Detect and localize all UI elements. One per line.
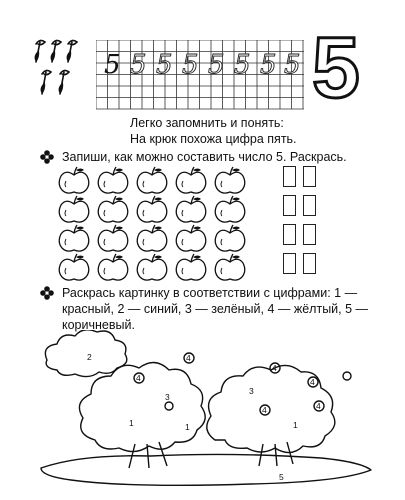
trace-digit-5: 5 bbox=[284, 50, 301, 80]
label-flower: 4 bbox=[316, 401, 321, 411]
apple[interactable] bbox=[215, 225, 245, 251]
apple[interactable] bbox=[176, 167, 206, 193]
apple[interactable] bbox=[215, 254, 245, 280]
apple[interactable] bbox=[137, 254, 167, 280]
rhyme-line-2: На крюк похожа цифра пять. bbox=[130, 132, 297, 146]
answer-cell[interactable] bbox=[303, 195, 316, 216]
apple[interactable] bbox=[137, 225, 167, 251]
answer-cell[interactable] bbox=[283, 253, 296, 274]
apple[interactable] bbox=[176, 254, 206, 280]
apple[interactable] bbox=[215, 167, 245, 193]
label-apple: 1 bbox=[129, 418, 134, 428]
label-apple: 1 bbox=[293, 420, 298, 430]
trace-digit-5: 5 bbox=[208, 50, 225, 80]
ground-shape bbox=[41, 454, 371, 485]
flower-bullet-icon bbox=[40, 286, 54, 300]
apple[interactable] bbox=[59, 254, 89, 280]
hook-doodles bbox=[30, 36, 90, 106]
label-flower: 4 bbox=[310, 377, 315, 387]
label-apple: 1 bbox=[185, 422, 190, 432]
label-flower: 4 bbox=[262, 405, 267, 415]
answer-cell[interactable] bbox=[283, 224, 296, 245]
label-cloud: 2 bbox=[87, 352, 92, 362]
label-bush: 3 bbox=[249, 386, 254, 396]
answer-cell[interactable] bbox=[303, 253, 316, 274]
label-bush: 3 bbox=[165, 392, 170, 402]
sample-digit-5: 5 bbox=[104, 50, 121, 80]
apple[interactable] bbox=[176, 196, 206, 222]
label-flower: 4 bbox=[272, 363, 277, 373]
task2-line-3: коричневый. bbox=[62, 318, 135, 332]
label-ground: 5 bbox=[279, 472, 284, 482]
trace-digit-5: 5 bbox=[156, 50, 173, 80]
answer-boxes bbox=[283, 166, 333, 276]
apple[interactable] bbox=[59, 196, 89, 222]
apple[interactable] bbox=[98, 167, 128, 193]
trace-digit-5: 5 bbox=[182, 50, 199, 80]
apple[interactable] bbox=[59, 225, 89, 251]
big-outline-digit: 5 bbox=[312, 20, 360, 116]
trace-digit-5: 5 bbox=[130, 50, 147, 80]
apple[interactable] bbox=[176, 225, 206, 251]
apple[interactable] bbox=[59, 167, 89, 193]
apple[interactable] bbox=[215, 196, 245, 222]
practice-digit-row bbox=[104, 50, 304, 84]
rhyme-line-1: Легко запомнить и понять: bbox=[130, 116, 284, 130]
flower-bullet-icon bbox=[40, 150, 54, 164]
bush-left-shape bbox=[79, 362, 205, 451]
trace-digit-5: 5 bbox=[260, 50, 277, 80]
task2-line-2: красный, 2 — синий, 3 — зелёный, 4 — жёлтый, 5 — bbox=[62, 302, 369, 316]
label-flower: 4 bbox=[136, 373, 141, 383]
task2-line-1: Раскрась картинку в соответствии с цифрами: 1 — bbox=[62, 286, 358, 300]
apple-grid bbox=[58, 165, 278, 285]
answer-cell[interactable] bbox=[283, 166, 296, 187]
trace-digit-5: 5 bbox=[234, 50, 251, 80]
answer-cell[interactable] bbox=[303, 224, 316, 245]
apple[interactable] bbox=[98, 254, 128, 280]
task1-instruction: Запиши, как можно составить число 5. Раскрась. bbox=[62, 150, 347, 164]
apple[interactable] bbox=[137, 196, 167, 222]
apple[interactable] bbox=[98, 225, 128, 251]
apple[interactable] bbox=[98, 196, 128, 222]
answer-cell[interactable] bbox=[283, 195, 296, 216]
coloring-picture[interactable] bbox=[35, 330, 385, 490]
apple[interactable] bbox=[137, 167, 167, 193]
label-flower: 4 bbox=[186, 353, 191, 363]
answer-cell[interactable] bbox=[303, 166, 316, 187]
